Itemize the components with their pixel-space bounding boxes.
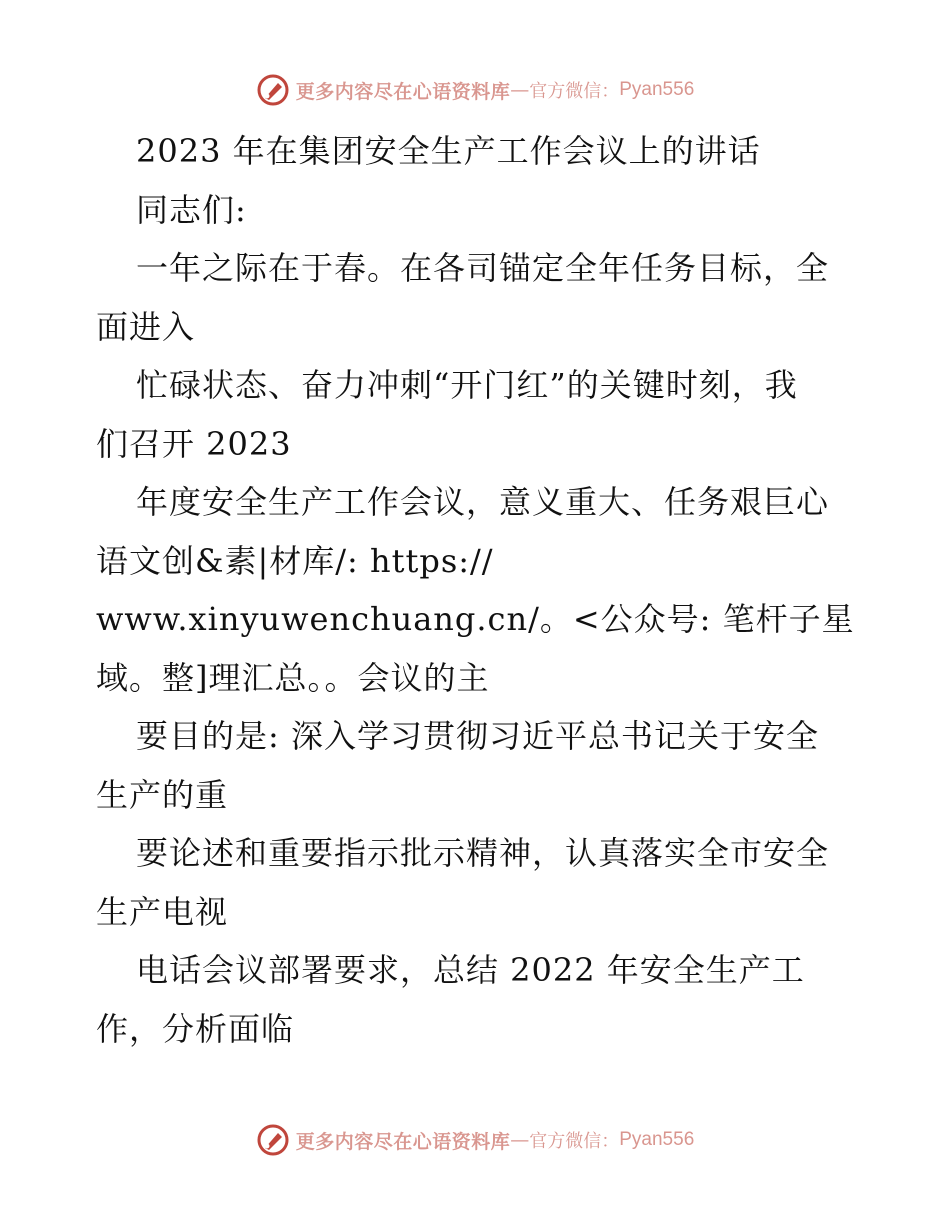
document-line: 语文创&素|材库/: https:// bbox=[96, 541, 494, 580]
banner-official-label: 官方微信： bbox=[529, 81, 620, 102]
footer-banner bbox=[0, 1120, 950, 1160]
document-line: www.xinyuwenchuang.cn/。<公众号: 笔杆子星 bbox=[96, 600, 855, 638]
banner-separator: — bbox=[510, 1129, 530, 1151]
document-line: 忙碌状态、奋力冲刺“开门红”的关键时刻，我 bbox=[136, 366, 798, 404]
document-line: 同志们: bbox=[136, 190, 247, 229]
document-line: 年度安全生产工作会议，意义重大、任务艰巨心 bbox=[136, 483, 830, 521]
document-line: 要目的是: 深入学习贯彻习近平总书记关于安全 bbox=[136, 717, 819, 755]
banner-wechat-id: Pyan556 bbox=[619, 1129, 695, 1150]
banner-separator: — bbox=[510, 79, 530, 101]
pen-logo-icon bbox=[256, 1123, 290, 1157]
header-banner bbox=[0, 70, 950, 110]
document-line: 生产电视 bbox=[96, 892, 229, 931]
document-line: 要论述和重要指示批示精神，认真落实全市安全 bbox=[136, 834, 830, 872]
banner-text: 更多内容尽在心语资料库 bbox=[295, 1130, 511, 1153]
document-line: 面进入 bbox=[96, 307, 196, 346]
pen-logo-icon bbox=[256, 73, 290, 107]
document-line: 一年之际在于春。在各司锚定全年任务目标，全 bbox=[136, 249, 830, 287]
banner-wechat-id: Pyan556 bbox=[619, 79, 695, 100]
document-line: 2023 年在集团安全生产工作会议上的讲话 bbox=[136, 132, 761, 170]
document-line: 电话会议部署要求，总结 2022 年安全生产工 bbox=[136, 951, 805, 989]
document-body bbox=[96, 122, 856, 1058]
banner-text: 更多内容尽在心语资料库 bbox=[295, 80, 511, 103]
document-line: 作，分析面临 bbox=[96, 1009, 295, 1048]
banner-official-label: 官方微信： bbox=[529, 1131, 620, 1152]
document-line: 生产的重 bbox=[96, 775, 229, 814]
document-line: 们召开 2023 bbox=[96, 424, 292, 463]
document-line: 域。整]理汇总。。会议的主 bbox=[96, 658, 490, 697]
